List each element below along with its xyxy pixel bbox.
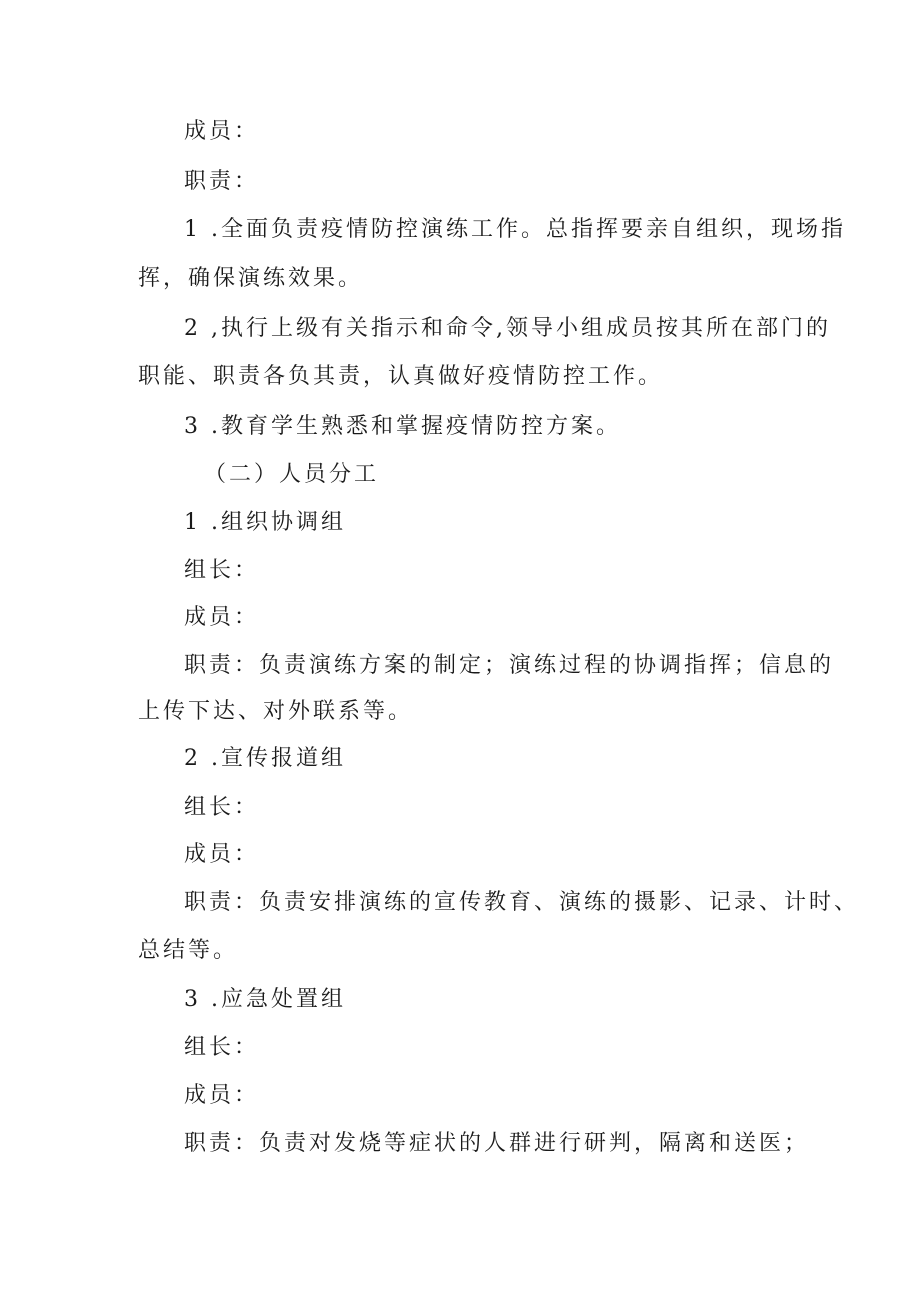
text-line: 组长：: [184, 795, 260, 820]
text-line: 上传下达、对外联系等。: [138, 699, 414, 724]
text-line: 职责：负责对发烧等症状的人群进行研判，隔离和送医；: [184, 1131, 810, 1156]
text-line: 3 .应急处置组: [184, 987, 346, 1012]
text-line: 挥，确保演练效果。: [138, 266, 364, 291]
text-line: 1 .组织协调组: [184, 510, 346, 535]
section-heading: （二）人员分工: [204, 462, 380, 487]
text-line: 3 .教育学生熟悉和掌握疫情防控方案。: [184, 414, 621, 439]
text-line: 2 .宣传报道组: [184, 746, 346, 771]
text-line: 职责：负责演练方案的制定；演练过程的协调指挥；信息的: [184, 653, 835, 678]
text-line: 成员：: [184, 119, 260, 144]
text-line: 成员：: [184, 605, 260, 630]
text-line: 成员：: [184, 1083, 260, 1108]
text-line: 职能、职责各负其责，认真做好疫情防控工作。: [138, 364, 664, 389]
text-line: 职责：负责安排演练的宣传教育、演练的摄影、记录、计时、: [184, 890, 860, 915]
text-line: 成员：: [184, 842, 260, 867]
text-line: 1 .全面负责疫情防控演练工作。总指挥要亲自组织，现场指: [184, 217, 846, 242]
text-line: 2 ,执行上级有关指示和命令,领导小组成员按其所在部门的: [184, 316, 831, 341]
text-line: 总结等。: [138, 938, 239, 963]
text-line: 组长：: [184, 558, 260, 583]
text-line: 组长：: [184, 1035, 260, 1060]
text-line: 职责：: [184, 169, 260, 194]
